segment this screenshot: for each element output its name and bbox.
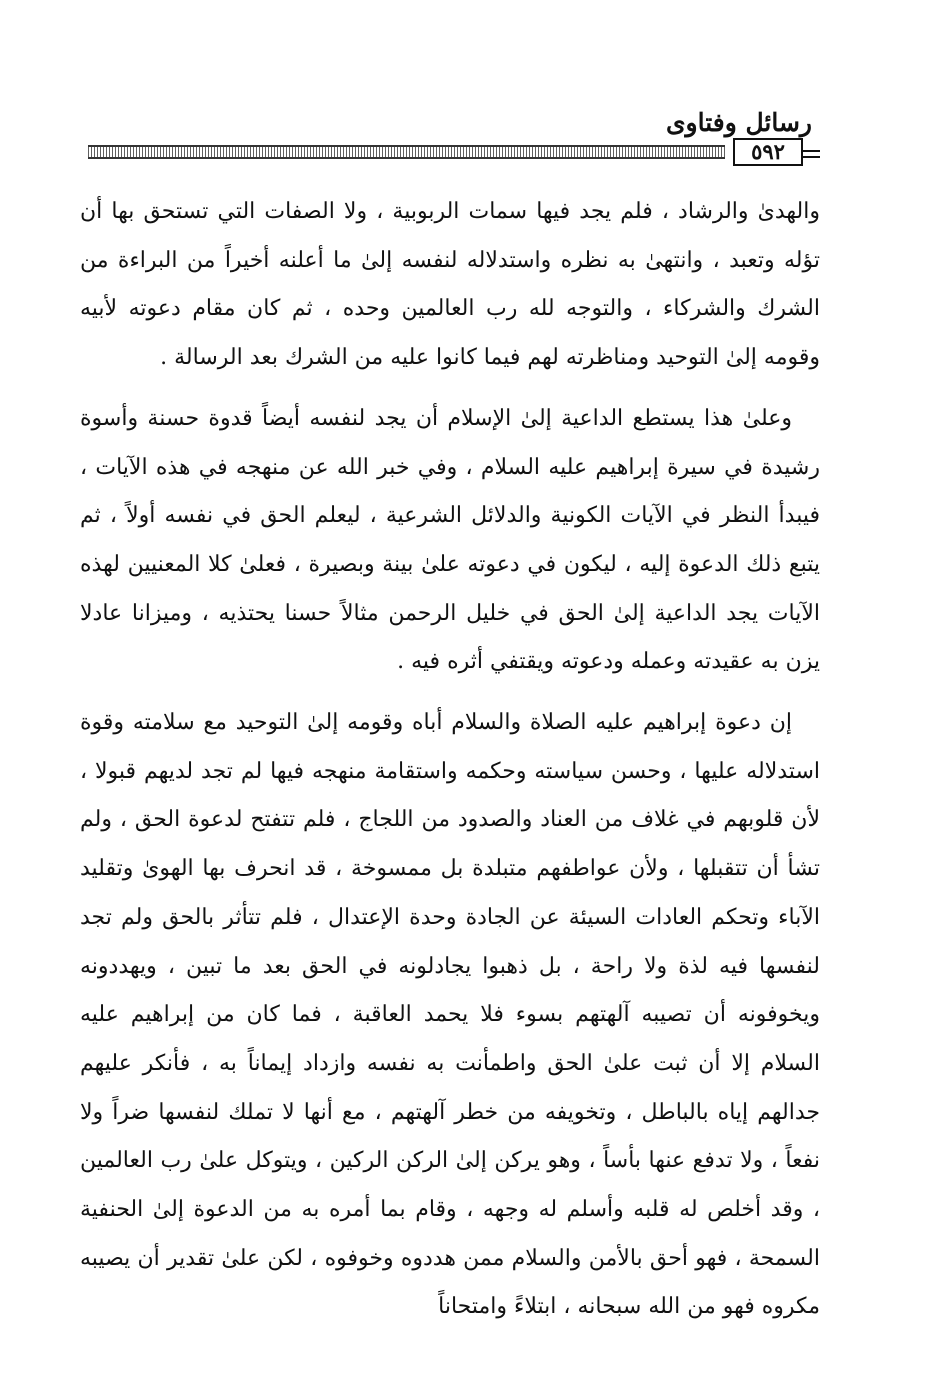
header-rule-end <box>803 150 820 158</box>
header-rule <box>88 145 725 159</box>
running-title: رسائل وفتاوى <box>665 108 812 137</box>
page-header <box>88 108 820 168</box>
paragraph-2: وعلىٰ هذا يستطع الداعية إلىٰ الإسلام أن يجد لنفسه أيضاً قدوة حسنة وأسوة رشيدة في سيرة إبراهيم عليه السلام ، وفي خبر الله عن منهجه في هذه الآيات ، فيبدأ النظر في الآيات الكونية والدلائل الشرعية ، ليعلم الحق في نفسه أولاً ، ثم يتبع ذلك الدعوة إليه ، ليكون في دعوته علىٰ بينة وبصيرة ، فعلىٰ كلا المعنيين لهذه الآيات يجد الداعية إلىٰ الحق في خليل الرحمن مثالاً حسنا يحتذيه ، وميزانا عادلا يزن به عقيدته وعمله ودعوته ويقتفي أثره فيه . <box>80 405 820 675</box>
page-number: ٥٩٢ <box>733 138 803 166</box>
paragraph-1: والهدىٰ والرشاد ، فلم يجد فيها سمات الربوبية ، ولا الصفات التي تستحق بها أن تؤله وتعبد ، وانتهىٰ به نظره واستدلاله لنفسه إلىٰ ما أعلنه أخيراً من البراءة من الشرك والشركاء ، والتوجه لله رب العالمين وحده ، ثم كان مقام دعوته لأبيه وقومه إلىٰ التوحيد ومناظرته لهم فيما كانوا عليه من الشرك بعد الرسالة . <box>80 199 820 371</box>
paragraph-3: إن دعوة إبراهيم عليه الصلاة والسلام أباه وقومه إلىٰ التوحيد مع سلامته وقوة استدلاله عليها ، وحسن سياسته وحكمه واستقامة منهجه فيها لم تجد لديهم قبولا ، لأن قلوبهم في غلاف من العناد والصدود من اللجاج ، فلم تتفتح لدعوة الحق ، ولم تشأ أن تتقبلها ، ولأن عواطفهم متبلدة بل ممسوخة ، قد انحرف بها الهوىٰ وتقليد الآباء وتحكم العادات السيئة عن الجادة وحدة الإعتدال ، فلم تتأثر بالحق ولم تجد لنفسها فيه لذة ولا راحة ، بل ذهبوا يجادلونه في الحق بعد ما تبين ، ويهددونه ويخوفونه أن تصيبه آلهتهم بسوء فلا يحمد العاقبة ، فما كان من إبراهيم عليه السلام إلا أن ثبت علىٰ الحق واطمأنت به نفسه وازداد إيماناً به ، فأنكر عليهم جدالهم إياه بالباطل ، وتخويفه من خطر آلهتهم ، مع أنها لا تملك لنفسها ضراً ولا نفعاً ، ولا تدفع عنها بأساً ، وهو يركن إلىٰ الركن الركين ، ويتوكل علىٰ رب العالمين ، وقد أخلص له قلبه وأسلم له وجهه ، وقام بما أمره به من الدعوة إلىٰ الحنفية السمحة ، فهو أحق بالأمن والسلام ممن هددوه وخوفوه ، لكن علىٰ تقدير أن يصيبه مكروه فهو من الله سبحانه ، ابتلاءً وامتحاناً <box>80 710 820 1320</box>
body-text <box>80 188 820 1344</box>
